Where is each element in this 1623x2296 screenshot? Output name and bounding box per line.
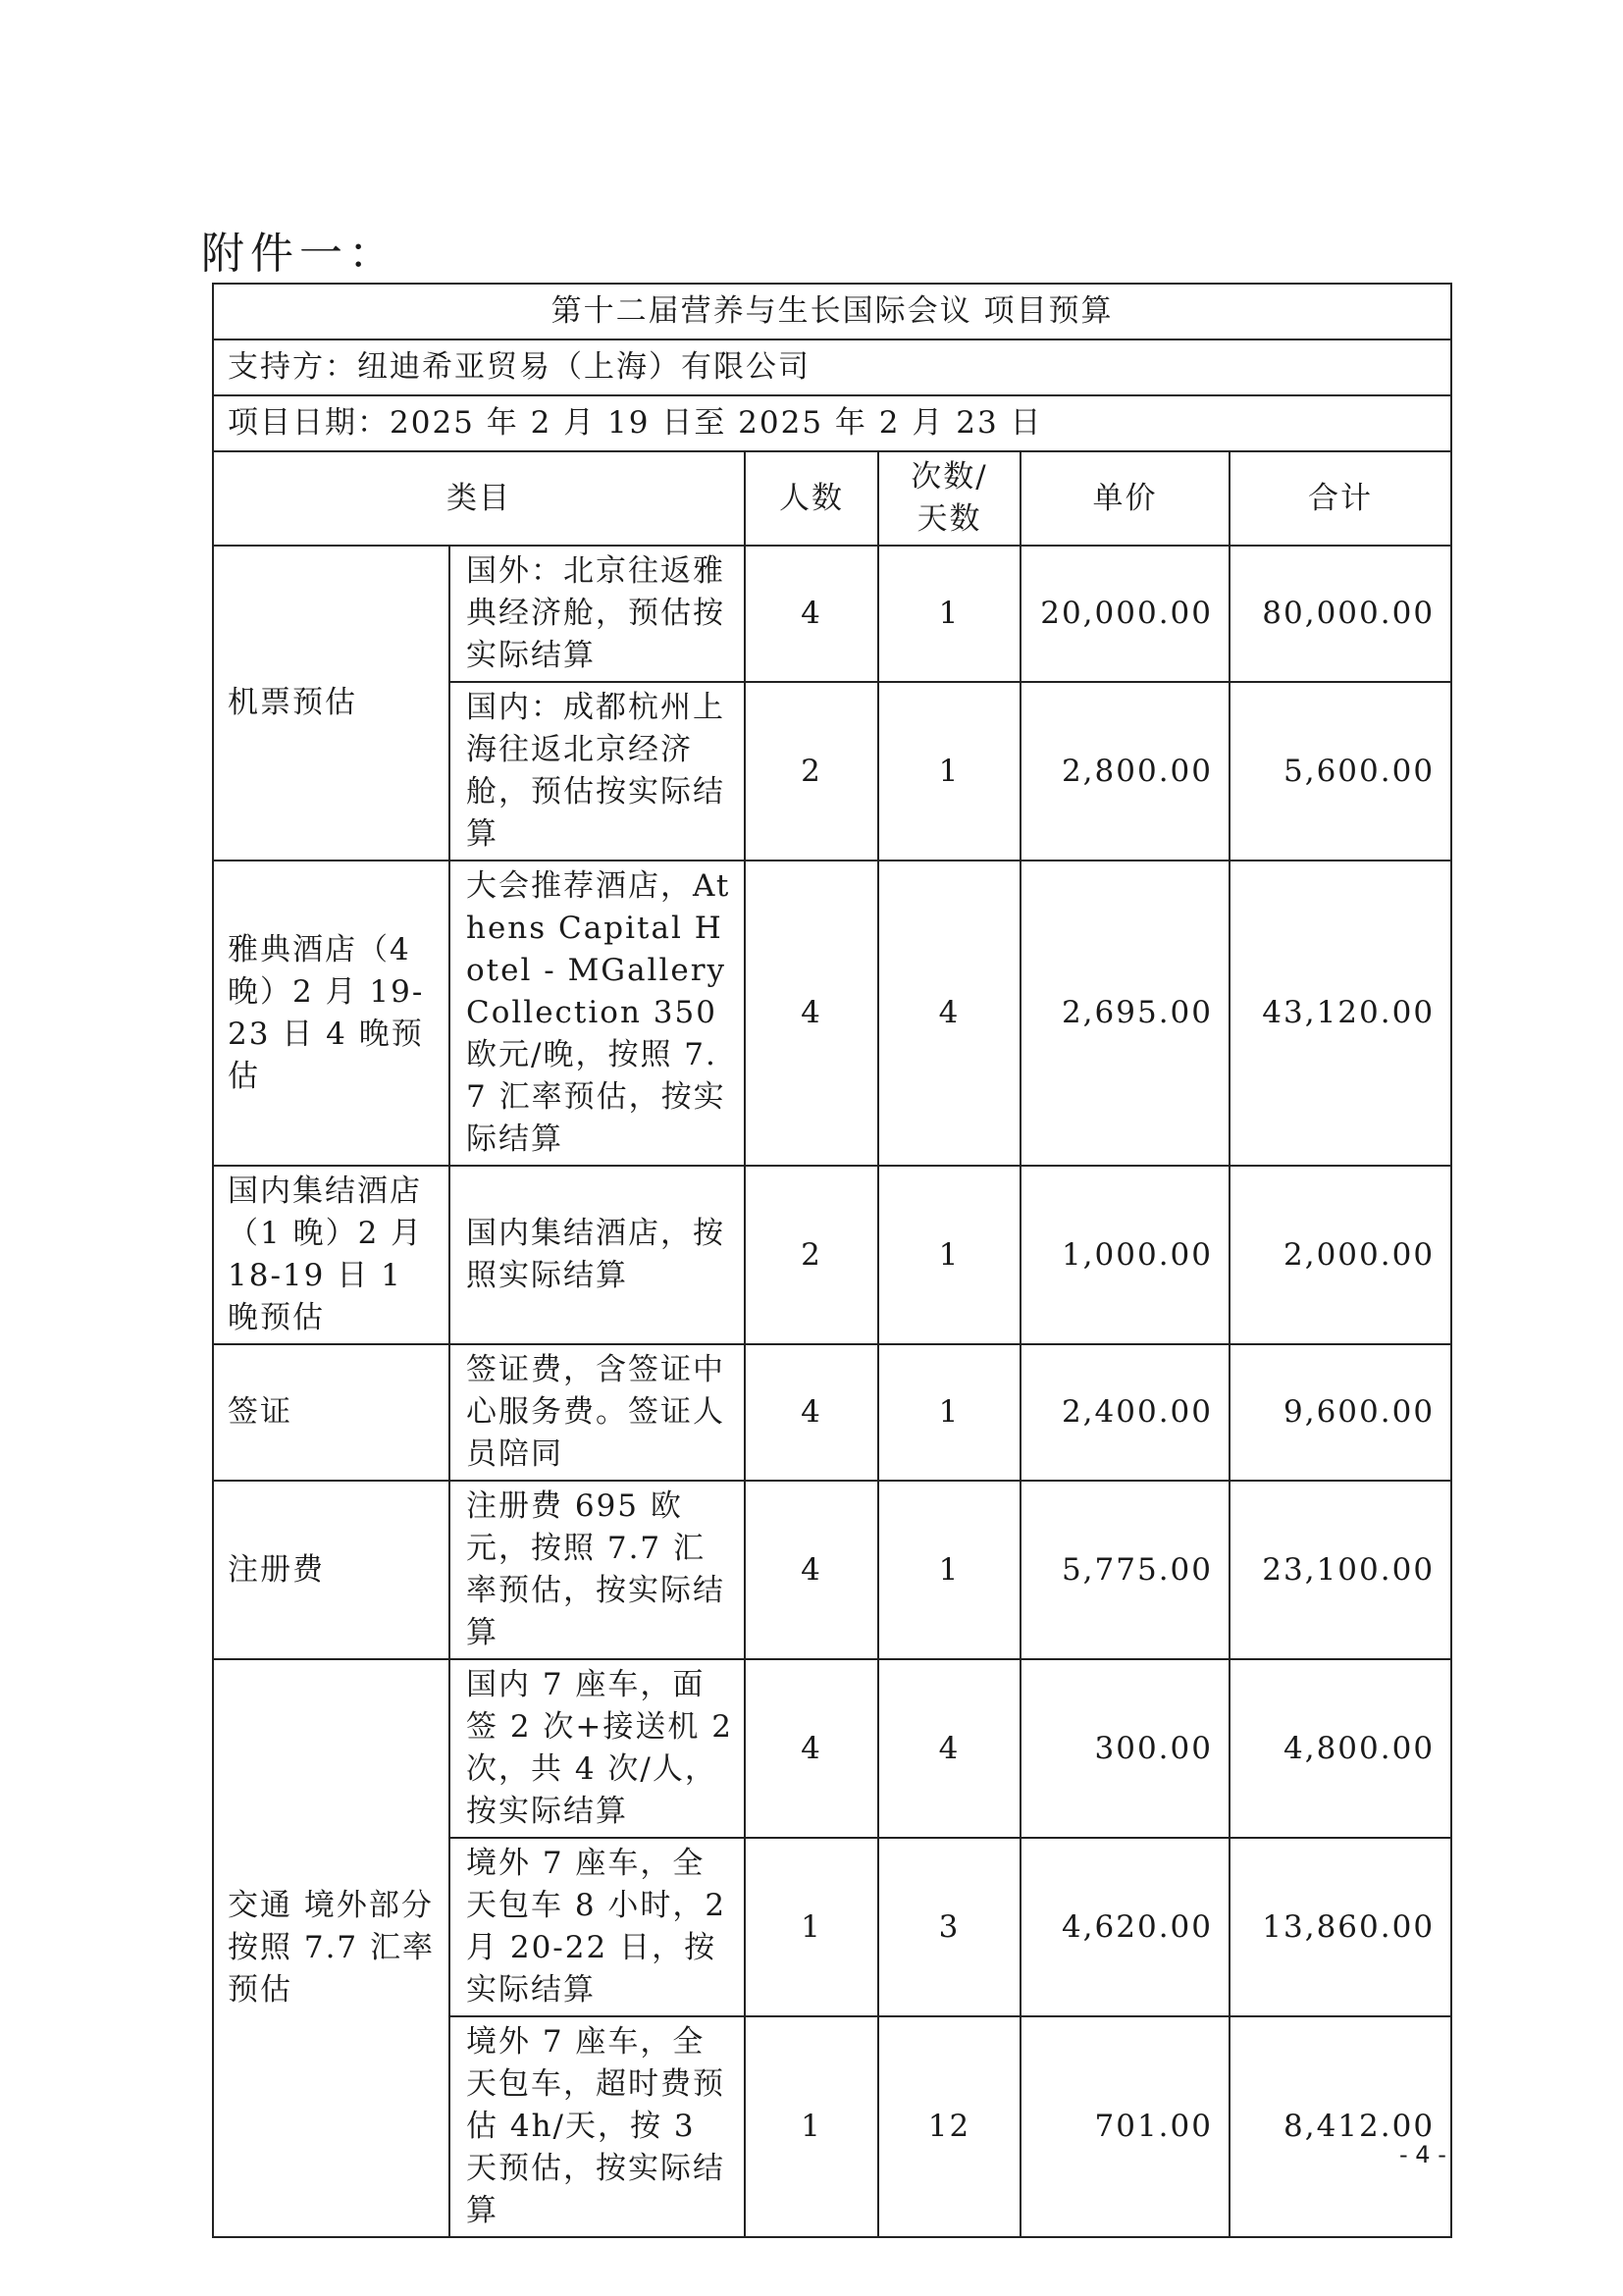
- header-total: 合计: [1230, 451, 1451, 546]
- times-cell: 1: [878, 1481, 1021, 1659]
- times-cell: 4: [878, 1659, 1021, 1838]
- category-cell: 注册费: [213, 1481, 449, 1659]
- header-category: 类目: [213, 451, 745, 546]
- total-cell: 5,600.00: [1230, 682, 1451, 861]
- description-cell: 大会推荐酒店，Athens Capital Hotel - MGallery Collection 350 欧元/晚，按照 7.7 汇率预估，按实际结算: [449, 861, 745, 1166]
- total-cell: 43,120.00: [1230, 861, 1451, 1166]
- people-cell: 2: [745, 1166, 878, 1344]
- sponsor-line: 支持方：纽迪希亚贸易（上海）有限公司: [213, 339, 1451, 395]
- people-cell: 1: [745, 1838, 878, 2016]
- table-row: [213, 1481, 1451, 1659]
- times-cell: 12: [878, 2016, 1021, 2237]
- description-cell: 国内 7 座车，面签 2 次+接送机 2 次，共 4 次/人，按实际结算: [449, 1659, 745, 1838]
- header-times-line1: 次数/: [911, 459, 988, 495]
- times-cell: 3: [878, 1838, 1021, 2016]
- total-cell: 8,412.00: [1230, 2016, 1451, 2237]
- header-times-line2: 天数: [916, 501, 982, 537]
- total-cell: 2,000.00: [1230, 1166, 1451, 1344]
- category-cell: 机票预估: [213, 546, 449, 861]
- description-cell: 境外 7 座车，全天包车 8 小时，2 月 20-22 日，按实际结算: [449, 1838, 745, 2016]
- description-cell: 国内：成都杭州上海往返北京经济舱，预估按实际结算: [449, 682, 745, 861]
- people-cell: 4: [745, 861, 878, 1166]
- people-cell: 4: [745, 1659, 878, 1838]
- people-cell: 4: [745, 1344, 878, 1481]
- total-cell: 80,000.00: [1230, 546, 1451, 682]
- unit-price-cell: 2,695.00: [1021, 861, 1230, 1166]
- table-row: [213, 1659, 1451, 1838]
- description-cell: 国内集结酒店，按照实际结算: [449, 1166, 745, 1344]
- people-cell: 2: [745, 682, 878, 861]
- unit-price-cell: 701.00: [1021, 2016, 1230, 2237]
- times-cell: 1: [878, 546, 1021, 682]
- total-cell: 4,800.00: [1230, 1659, 1451, 1838]
- category-cell: 签证: [213, 1344, 449, 1481]
- unit-price-cell: 1,000.00: [1021, 1166, 1230, 1344]
- budget-table: [212, 283, 1452, 2238]
- category-cell: 交通 境外部分 按照 7.7 汇率预估: [213, 1659, 449, 2237]
- unit-price-cell: 5,775.00: [1021, 1481, 1230, 1659]
- category-cell: 雅典酒店（4晚）2 月 19-23 日 4 晚预估: [213, 861, 449, 1166]
- category-cell: 国内集结酒店（1 晚）2 月 18-19 日 1 晚预估: [213, 1166, 449, 1344]
- header-people: 人数: [745, 451, 878, 546]
- table-row: [213, 546, 1451, 682]
- page-number: - 4 -: [1399, 2141, 1446, 2168]
- attachment-label: 附件一：: [201, 229, 397, 279]
- times-cell: 4: [878, 861, 1021, 1166]
- header-unit-price: 单价: [1021, 451, 1230, 546]
- description-cell: 境外 7 座车，全天包车，超时费预估 4h/天，按 3 天预估，按实际结算: [449, 2016, 745, 2237]
- people-cell: 4: [745, 546, 878, 682]
- times-cell: 1: [878, 1166, 1021, 1344]
- description-cell: 国外：北京往返雅典经济舱，预估按实际结算: [449, 546, 745, 682]
- unit-price-cell: 300.00: [1021, 1659, 1230, 1838]
- description-cell: 注册费 695 欧元，按照 7.7 汇率预估，按实际结算: [449, 1481, 745, 1659]
- total-cell: 13,860.00: [1230, 1838, 1451, 2016]
- unit-price-cell: 2,400.00: [1021, 1344, 1230, 1481]
- description-cell: 签证费，含签证中心服务费。签证人员陪同: [449, 1344, 745, 1481]
- table-row: [213, 1344, 1451, 1481]
- project-dates: 项目日期：2025 年 2 月 19 日至 2025 年 2 月 23 日: [213, 395, 1451, 451]
- unit-price-cell: 4,620.00: [1021, 1838, 1230, 2016]
- people-cell: 4: [745, 1481, 878, 1659]
- table-title: 第十二届营养与生长国际会议 项目预算: [213, 284, 1451, 339]
- unit-price-cell: 2,800.00: [1021, 682, 1230, 861]
- times-cell: 1: [878, 682, 1021, 861]
- table-row: [213, 861, 1451, 1166]
- times-cell: 1: [878, 1344, 1021, 1481]
- table-row: [213, 1166, 1451, 1344]
- people-cell: 1: [745, 2016, 878, 2237]
- total-cell: 9,600.00: [1230, 1344, 1451, 1481]
- unit-price-cell: 20,000.00: [1021, 546, 1230, 682]
- header-times: [878, 451, 1021, 546]
- total-cell: 23,100.00: [1230, 1481, 1451, 1659]
